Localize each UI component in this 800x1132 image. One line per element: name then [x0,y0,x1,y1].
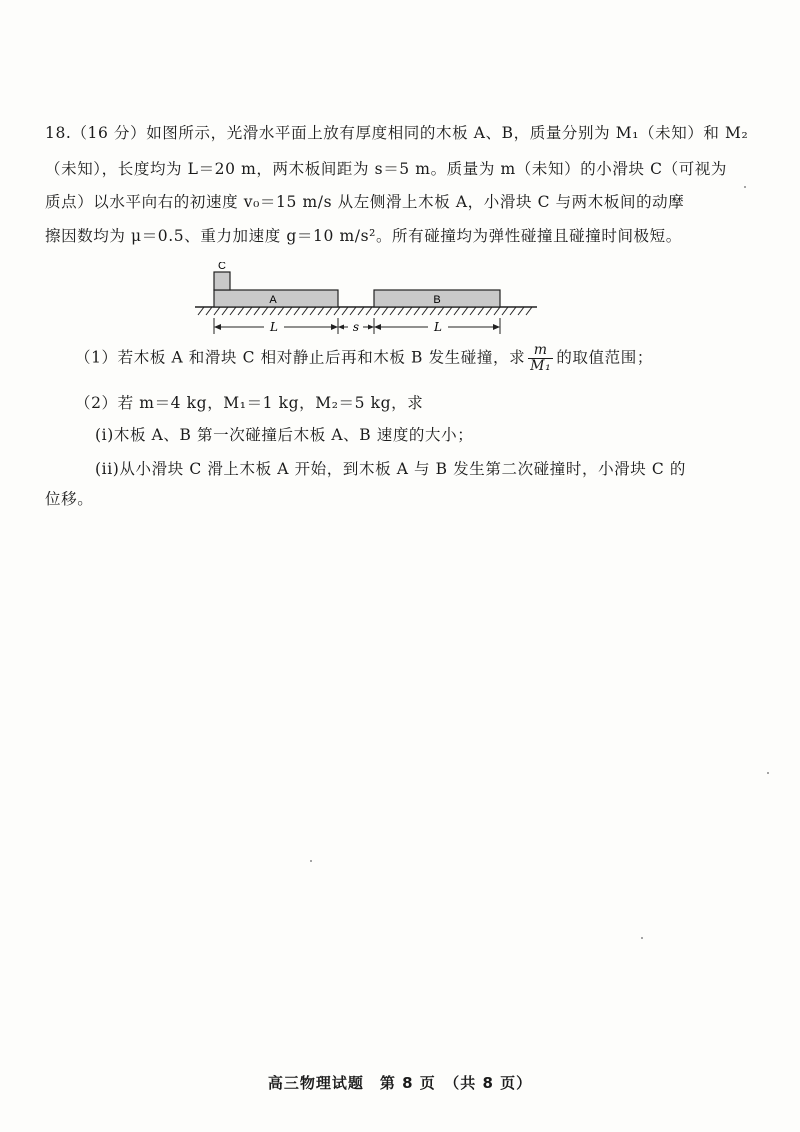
dim-l-right: L [434,320,442,334]
block-c [214,272,230,290]
scan-speck [310,860,312,862]
q1-fraction-numerator: m [528,343,553,359]
dim-l-left: L [270,320,278,334]
q1-prefix: （1）若木板 A 和滑块 C 相对静止后再和木板 B 发生碰撞，求 [75,348,526,367]
scan-speck [641,937,643,939]
problem-line-3: 质点）以水平向右的初速度 v₀＝15 m/s 从左侧滑上木板 A，小滑块 C 与两木板间的动摩 [45,193,685,211]
board-diagram [190,262,540,342]
problem-line-2: （未知），长度均为 L＝20 m，两木板间距为 s＝5 m。质量为 m（未知）的小滑块 C（可视为 [45,160,727,178]
question-1 [75,343,755,374]
q1-fraction [528,343,553,374]
scan-speck [744,186,746,188]
question-2-part-i: (i)木板 A、B 第一次碰撞后木板 A、B 速度的大小； [95,426,474,444]
block-c-label: C [218,262,226,272]
problem-line-4: 擦因数均为 μ＝0.5、重力加速度 g＝10 m/s²。所有碰撞均为弹性碰撞且碰撞时间极短。 [45,227,682,245]
question-2: （2）若 m＝4 kg，M₁＝1 kg，M₂＝5 kg，求 [75,394,424,412]
question-2-part-ii-continued: 位移。 [45,490,94,508]
dim-s: s [352,320,360,334]
board-b-label: B [433,294,441,306]
scan-speck [767,772,769,774]
board-a-label: A [269,294,277,306]
ground-hatching [198,307,532,315]
problem-line-1: 18.（16 分）如图所示，光滑水平面上放有厚度相同的木板 A、B，质量分别为 M₁（未知）和 M₂ [45,124,749,142]
page-footer: 高三物理试题 第 8 页 （共 8 页） [267,1074,533,1092]
question-2-part-ii: (ii)从小滑块 C 滑上木板 A 开始，到木板 A 与 B 发生第二次碰撞时，小滑块 C 的 [95,460,686,478]
q1-fraction-denominator: M₁ [530,358,552,374]
q1-suffix: 的取值范围； [556,348,653,367]
